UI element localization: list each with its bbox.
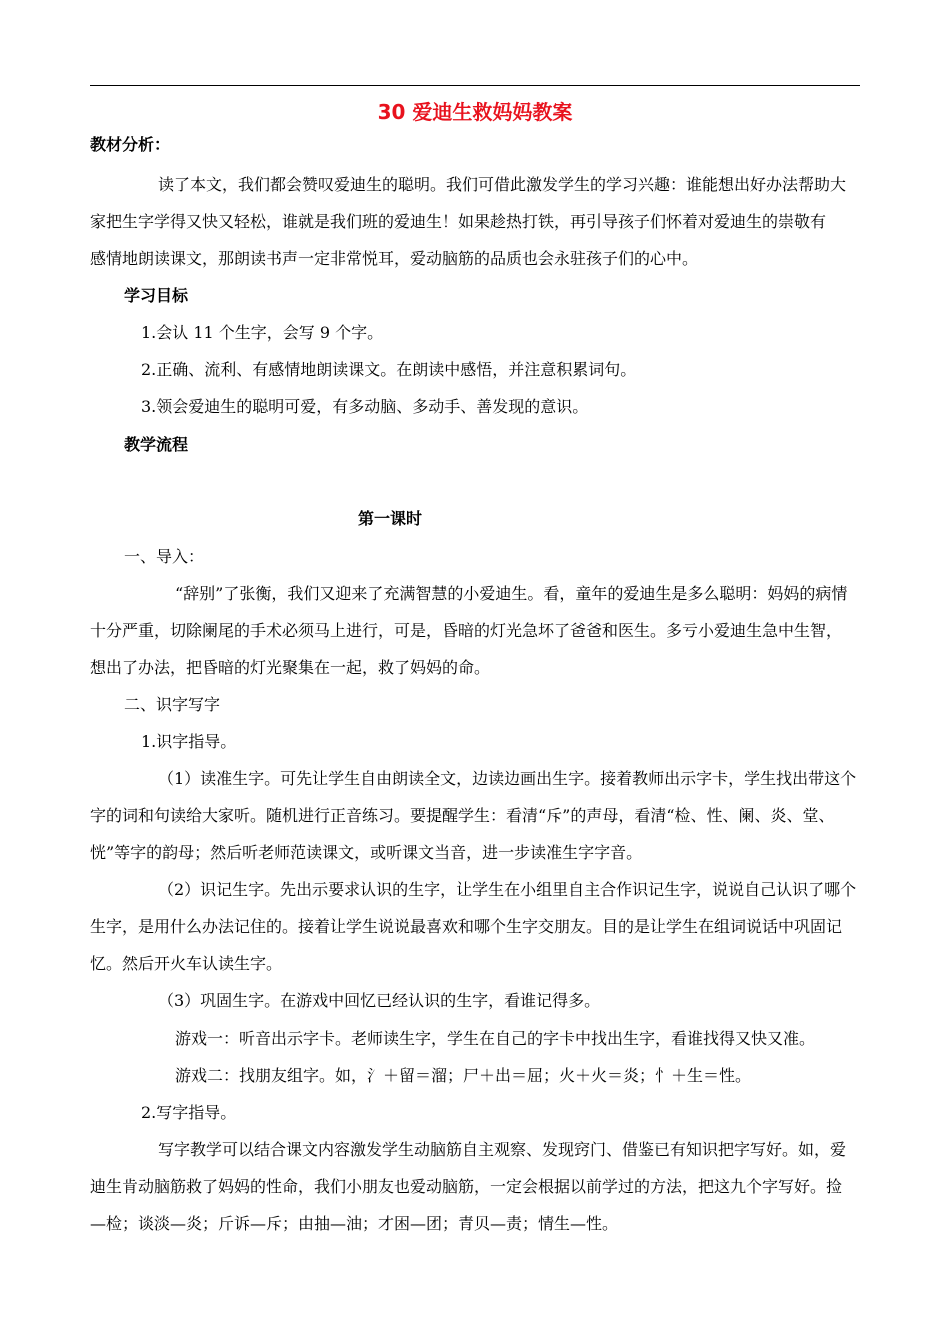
header-rule (90, 85, 860, 86)
game1-line: 游戏一：听音出示字卡。老师读生字，学生在自己的字卡中找出生字，看谁找得又快又准。 (175, 1029, 816, 1048)
goal-item: 2.正确、流利、有感情地朗读课文。在朗读中感悟，并注意积累词句。 (141, 360, 637, 379)
goal-item: 1.会认 11 个生字，会写 9 个字。 (141, 323, 384, 342)
game2-line: 游戏二：找朋友组字。如，氵＋留＝溜；尸＋出＝屈；火＋火＝炎；忄＋生＝性。 (175, 1066, 752, 1085)
intro-line: 想出了办法，把昏暗的灯光聚集在一起，救了妈妈的命。 (90, 658, 491, 677)
p3-line: （3）巩固生字。在游戏中回忆已经认识的生字，看谁记得多。 (158, 991, 601, 1010)
analysis-line: 感情地朗读课文，那朗读书声一定非常悦耳，爱动脑筋的品质也会永驻孩子们的心中。 (90, 249, 699, 268)
goal-item: 3.领会爱迪生的聪明可爱，有多动脑、多动手、善发现的意识。 (141, 397, 589, 416)
p2-line: （2）识记生字。先出示要求认识的生字，让学生在小组里自主合作识记生字，说说自己认识了哪个 (158, 880, 857, 899)
goals-heading: 学习目标 (124, 286, 189, 305)
p4-line: 迪生肯动脑筋救了妈妈的性命，我们小朋友也爱动脑筋，一定会根据以前学过的方法，把这九个字写好。捡 (90, 1177, 843, 1196)
sub2-heading: 2.写字指导。 (141, 1103, 237, 1122)
section2-heading: 二、识字写字 (124, 695, 221, 714)
process-heading: 教学流程 (124, 435, 189, 454)
sub1-heading: 1.识字指导。 (141, 732, 237, 751)
intro-line: 十分严重，切除阑尾的手术必须马上进行，可是，昏暗的灯光急坏了爸爸和医生。多亏小爱迪生急中生智， (90, 621, 843, 640)
intro-heading: 一、导入： (124, 547, 205, 566)
page-title: 30 爱迪生救妈妈教案 (377, 100, 573, 124)
p1-line: （1）读准生字。可先让学生自由朗读全文，边读边画出生字。接着教师出示字卡，学生找出带这个 (158, 769, 857, 788)
analysis-heading: 教材分析： (90, 135, 171, 154)
p4-line: —检；谈淡—炎；斤诉—斥；由抽—油；才困—团；青贝—责；情生—性。 (90, 1214, 619, 1233)
intro-line: “辞别”了张衡，我们又迎来了充满智慧的小爱迪生。看，童年的爱迪生是多么聪明：妈妈的病情 (175, 584, 848, 603)
p2-line: 生字，是用什么办法记住的。接着让学生说说最喜欢和哪个生字交朋友。目的是让学生在组词说话中巩固记 (90, 917, 843, 936)
p2-line: 忆。然后开火车认读生字。 (90, 954, 283, 973)
lesson-heading: 第一课时 (358, 509, 423, 528)
p4-line: 写字教学可以结合课文内容激发学生动脑筋自主观察、发现窍门、借鉴已有知识把字写好。如，爱 (158, 1140, 847, 1159)
analysis-line: 读了本文，我们都会赞叹爱迪生的聪明。我们可借此激发学生的学习兴趣：谁能想出好办法帮助大 (158, 175, 847, 194)
analysis-line: 家把生字学得又快又轻松，谁就是我们班的爱迪生！如果趁热打铁，再引导孩子们怀着对爱迪生的崇敬有 (90, 212, 827, 231)
p1-line: 恍”等字的韵母；然后听老师范读课文，或听课文当音，进一步读准生字字音。 (90, 843, 643, 862)
p1-line: 字的词和句读给大家听。随机进行正音练习。要提醒学生：看清“斥”的声母，看清“检、性、阑、炎、堂、 (90, 806, 835, 825)
